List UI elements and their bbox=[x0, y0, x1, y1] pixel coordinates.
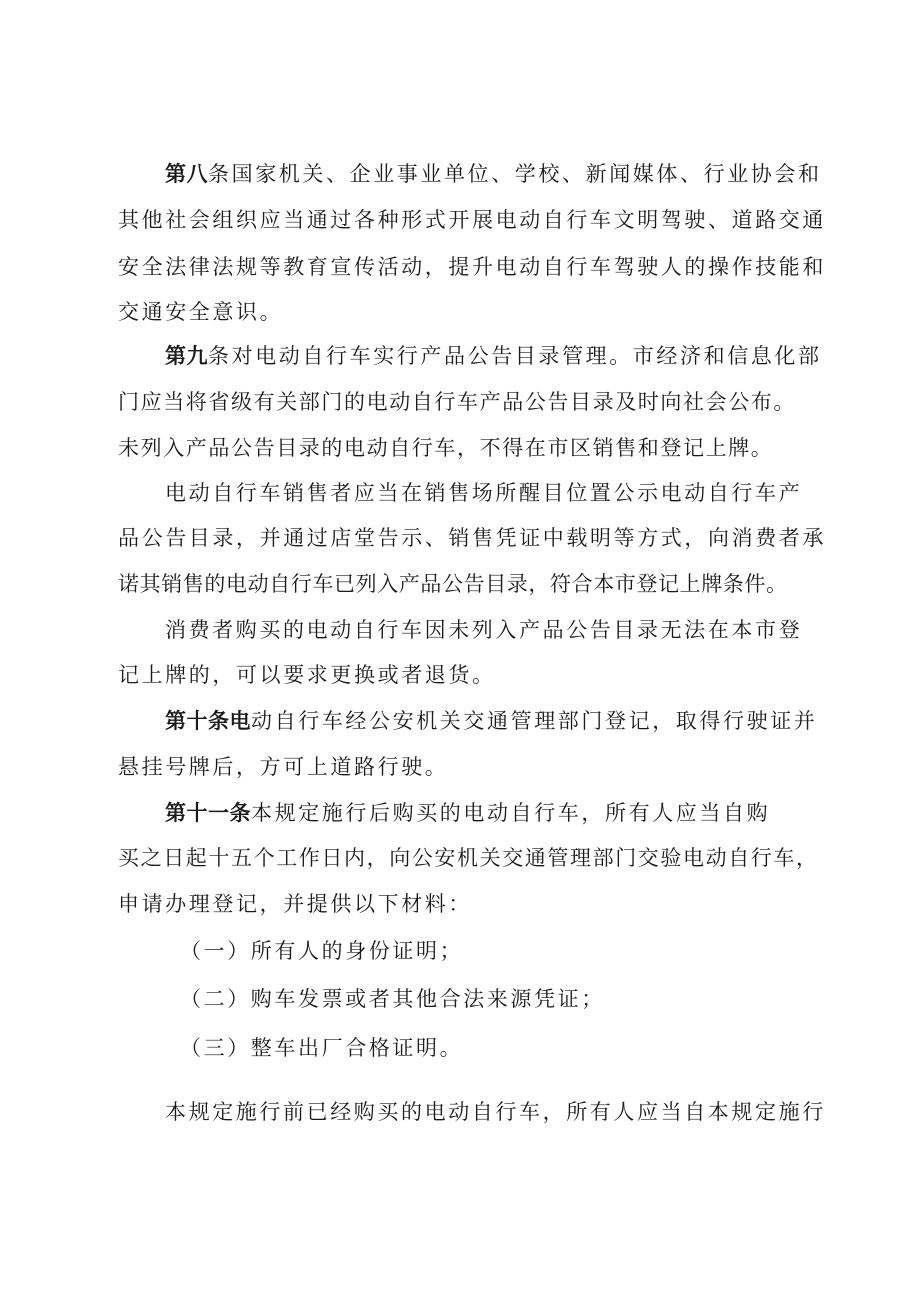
article-9-line-1: 第九条对电动自行车实行产品公告目录管理。市经济和信息化部 bbox=[165, 343, 822, 368]
article-8-line-2: 其他社会组织应当通过各种形式开展电动自行车文明驾驶、道路交通 bbox=[118, 208, 826, 232]
article-11-heading: 第十一条 bbox=[165, 800, 251, 825]
article-8-line-3: 安全法律法规等教育宣传活动，提升电动自行车驾驶人的操作技能和 bbox=[118, 255, 826, 279]
article-9-p2-line-2: 品公告目录，并通过店堂告示、销售凭证中载明等方式，向消费者承 bbox=[118, 526, 826, 550]
article-11-line-1: 第十一条本规定施行后购买的电动自行车，所有人应当自购 bbox=[165, 800, 771, 825]
article-9-line-3: 未列入产品公告目录的电动自行车，不得在市区销售和登记上牌。 bbox=[118, 436, 774, 460]
article-9-heading: 第九 bbox=[165, 343, 208, 368]
article-8-line-1: 第八条国家机关、企业事业单位、学校、新闻媒体、行业协会和 bbox=[165, 161, 822, 186]
article-8-line-4: 交通安全意识。 bbox=[118, 300, 284, 324]
list-item: （二）购车发票或者其他合法来源凭证； bbox=[180, 987, 605, 1011]
article-11-line-3: 申请办理登记，并提供以下材料： bbox=[118, 892, 472, 916]
article-9-line-2: 门应当将省级有关部门的电动自行车产品公告目录及时向社会公布。 bbox=[118, 390, 796, 414]
list-item: （三）整车出厂合格证明。 bbox=[180, 1036, 464, 1060]
article-10-line-2: 悬挂号牌后，方可上道路行驶。 bbox=[118, 755, 449, 779]
article-8-heading: 第八 bbox=[165, 161, 208, 186]
article-10-heading: 第十条电 bbox=[165, 708, 251, 733]
article-10-line-1: 第十条电动自行车经公安机关交通管理部门登记，取得行驶证并 bbox=[165, 708, 818, 733]
list-item: （一）所有人的身份证明； bbox=[180, 939, 464, 963]
article-11-p2-line-1: 本规定施行前已经购买的电动自行车，所有人应当自本规定施行 bbox=[165, 1100, 826, 1124]
article-11-line-2: 买之日起十五个工作日内，向公安机关交通管理部门交验电动自行车， bbox=[118, 846, 819, 870]
article-9-p3-line-2: 记上牌的，可以要求更换或者退货。 bbox=[118, 663, 496, 687]
article-9-p2-line-1: 电动自行车销售者应当在销售场所醒目位置公示电动自行车产 bbox=[165, 481, 803, 505]
article-9-p3-line-1: 消费者购买的电动自行车因未列入产品公告目录无法在本市登 bbox=[165, 618, 803, 642]
article-9-p2-line-3: 诺其销售的电动自行车已列入产品公告目录，符合本市登记上牌条件。 bbox=[118, 572, 788, 596]
